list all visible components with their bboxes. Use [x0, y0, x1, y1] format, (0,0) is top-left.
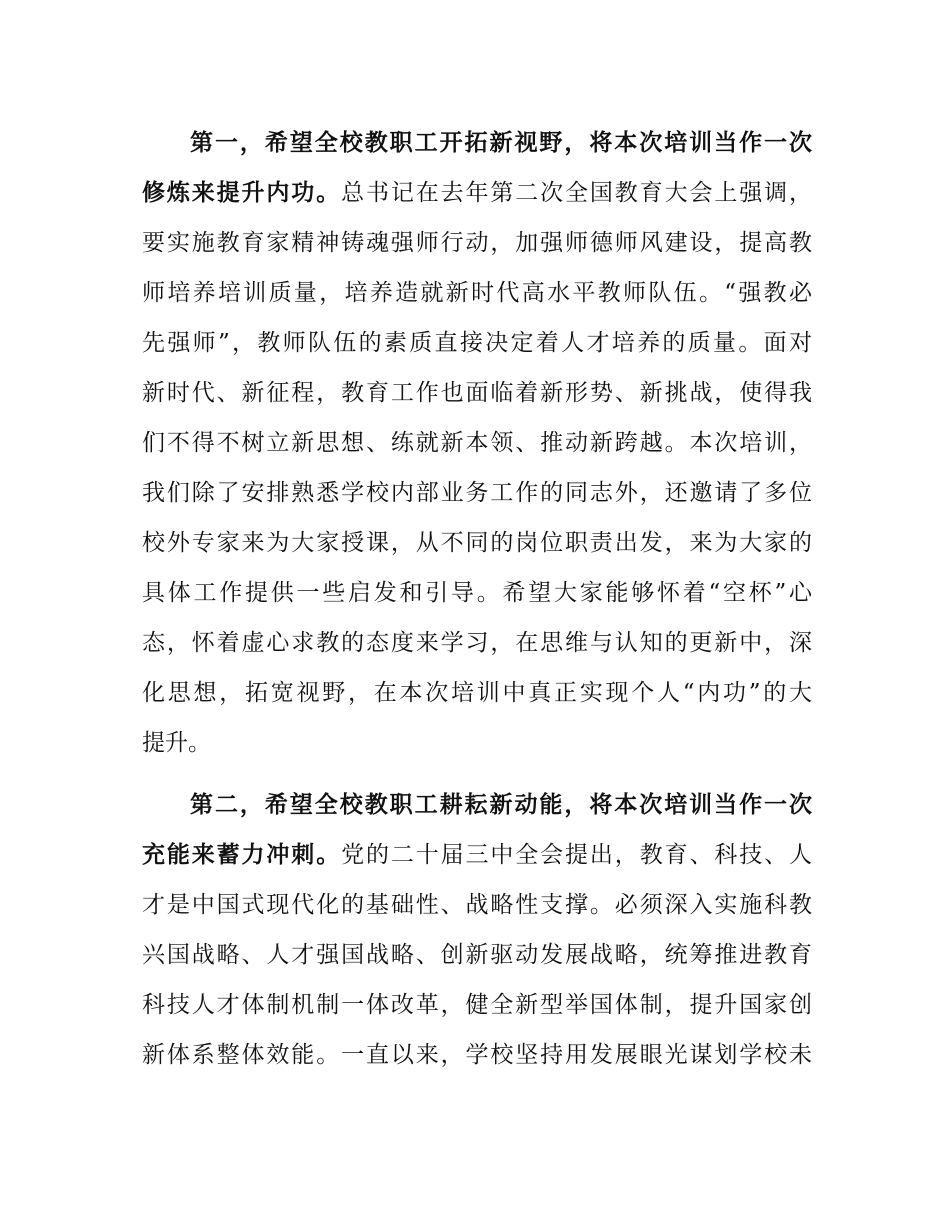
body-text: 总书记在去年第二次全国教育大会上强调，: [341, 180, 813, 206]
paragraph-line: 兴国战略、人才强国战略、创新驱动发展战略，统筹推进教育: [142, 942, 812, 968]
paragraph-line: 才是中国式现代化的基础性、战略性支撑。必须深入实施科教: [142, 892, 812, 918]
paragraph-line: 新体系整体效能。一直以来，学校坚持用发展眼光谋划学校未: [142, 1042, 812, 1068]
paragraph-line: 要实施教育家精神铸魂强师行动，加强师德师风建设，提高教: [142, 230, 812, 256]
paragraph-line: 们不得不树立新思想、练就新本领、推动新跨越。本次培训，: [142, 430, 812, 456]
bold-heading-text: 第二，希望全校教职工耕耘新动能，将本次培训当作一次: [190, 792, 812, 818]
paragraph-line: 我们除了安排熟悉学校内部业务工作的同志外，还邀请了多位: [142, 480, 812, 506]
paragraph-line: [190, 780, 812, 830]
paragraph-line: 师培养培训质量，培养造就新时代高水平教师队伍。“强教必: [142, 280, 812, 306]
paragraph-line: [142, 168, 812, 218]
paragraph-line: [142, 830, 812, 880]
paragraph-line: 科技人才体制机制一体改革，健全新型举国体制，提升国家创: [142, 992, 812, 1018]
bold-heading-text: 充能来蓄力冲刺。: [142, 842, 342, 868]
bold-heading-text: 修炼来提升内功。: [142, 180, 342, 206]
paragraph-line: 新时代、新征程，教育工作也面临着新形势、新挑战，使得我: [142, 380, 812, 406]
paragraph-line: 校外专家来为大家授课，从不同的岗位职责出发，来为大家的: [142, 530, 812, 556]
paragraph-line: 具体工作提供一些启发和引导。希望大家能够怀着“空杯”心: [142, 580, 812, 606]
bold-heading-text: 第一，希望全校教职工开拓新视野，将本次培训当作一次: [190, 130, 812, 156]
paragraph-line: 化思想，拓宽视野，在本次培训中真正实现个人“内功”的大: [142, 680, 812, 706]
paragraph-line: 态，怀着虚心求教的态度来学习，在思维与认知的更新中，深: [142, 630, 812, 656]
body-text: 党的二十届三中全会提出，教育、科技、人: [341, 842, 813, 868]
paragraph-line: 先强师”，教师队伍的素质直接决定着人才培养的质量。面对: [142, 330, 812, 356]
paragraph-line: [190, 118, 812, 168]
paragraph-line: 提升。: [142, 730, 211, 756]
